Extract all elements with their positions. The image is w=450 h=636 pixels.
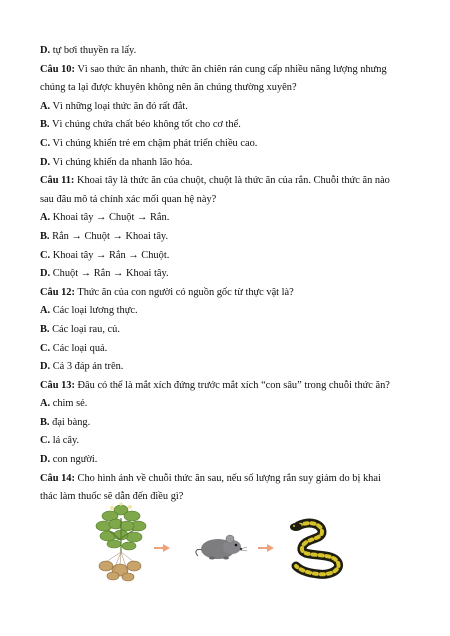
q13-option-b: B. đại bàng.: [40, 416, 91, 428]
q10-option-d: D. Vì chúng khiến da nhanh lão hóa.: [40, 156, 193, 168]
q11-question: Câu 11: Khoai tây là thức ăn của chuột, chuột là thức ăn của rắn. Chuỗi thức ăn nào: [40, 175, 390, 187]
q10-question-cont: chúng ta lại được khuyên không nên ăn chúng thường xuyên?: [40, 82, 297, 94]
arrow-right-icon: [258, 544, 274, 552]
q10-option-a: A. Vì những loại thức ăn đó rất đắt.: [40, 100, 188, 112]
snake-icon: [288, 518, 354, 580]
q9-option-d: D. tự bơi thuyền ra lấy.: [40, 45, 137, 56]
food-chain-figure: [92, 500, 392, 600]
q10-option-c: C. Vì chúng khiến trẻ em chậm phát triển chiều cao.: [40, 137, 258, 149]
q12-question: Câu 12: Thức ăn của con người có nguồn gốc từ thực vật là?: [40, 286, 294, 298]
q12-option-d: D. Cả 3 đáp án trên.: [40, 361, 124, 373]
q11-option-b: B. Rắn → Chuột → Khoai tây.: [40, 230, 169, 242]
arrow-right-icon: [154, 544, 170, 552]
q11-option-c: C. Khoai tây → Rắn → Chuột.: [40, 249, 170, 261]
q10-question: Câu 10: Vì sao thức ăn nhanh, thức ăn chiên rán cung cấp nhiều năng lượng nhưng: [40, 63, 387, 75]
q13-option-d: D. con người.: [40, 454, 98, 466]
q14-question-cont: thác làm thuốc sẽ dẫn đến điều gì?: [40, 491, 184, 503]
q13-option-a: A. chim sẻ.: [40, 398, 88, 410]
q12-option-b: B. Các loại rau, củ.: [40, 323, 120, 335]
q11-option-a: A. Khoai tây → Chuột → Rắn.: [40, 212, 170, 224]
q12-option-c: C. Các loại quả.: [40, 342, 108, 354]
q13-option-c: C. lá cây.: [40, 435, 80, 447]
q10-option-b: B. Vì chúng chứa chất béo không tốt cho cơ thể.: [40, 119, 241, 131]
q13-question: Câu 13: Đâu có thể là mắt xích đứng trước mắt xích “con sâu” trong chuỗi thức ăn?: [40, 379, 390, 391]
q11-option-d: D. Chuột → Rắn → Khoai tây.: [40, 268, 169, 280]
potato-plant-icon: [92, 500, 150, 582]
q12-option-a: A. Các loại lương thực.: [40, 305, 138, 317]
q11-question-cont: sau đâu mô tả chính xác mối quan hệ này?: [40, 193, 217, 205]
mouse-icon: [194, 530, 248, 562]
q14-question: Câu 14: Cho hình ảnh về chuỗi thức ăn sau, nếu số lượng rắn suy giảm do bị khai: [40, 472, 381, 484]
